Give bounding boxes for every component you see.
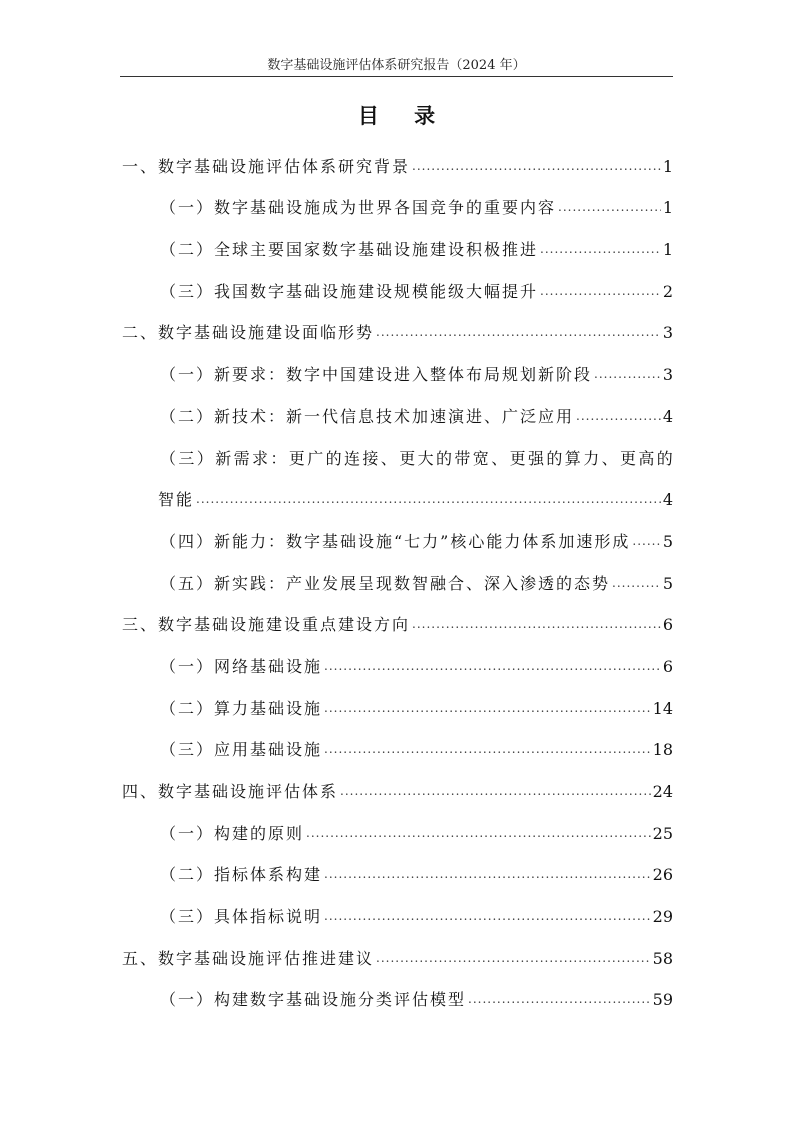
toc-page-number: 5 — [662, 531, 673, 551]
dot-leader — [412, 155, 661, 180]
toc-entry-text: 四、数字基础设施评估体系 — [122, 782, 339, 801]
toc-entry-text: （四）新能力：数字基础设施“七力”核心能力体系加速形成 — [160, 531, 631, 551]
dot-leader — [376, 947, 651, 972]
toc-entry-continuation[interactable] — [122, 472, 673, 514]
toc-section-entry[interactable] — [122, 263, 673, 305]
toc-section-entry[interactable] — [122, 388, 673, 430]
toc-section-entry[interactable] — [122, 972, 673, 1014]
dot-leader — [576, 405, 661, 430]
dot-leader — [612, 572, 661, 597]
dot-leader — [340, 780, 651, 805]
toc-entry-text: （二）新技术：新一代信息技术加速演进、广泛应用 — [160, 406, 575, 426]
toc-chapter-entry[interactable] — [122, 763, 673, 805]
toc-entry-text: （三）具体指标说明 — [160, 907, 323, 927]
toc-page-number: 58 — [652, 948, 673, 968]
toc-page-number: 14 — [652, 698, 673, 718]
toc-section-entry[interactable] — [122, 180, 673, 222]
toc-entry-text: （三）我国数字基础设施建设规模能级大幅提升 — [160, 281, 539, 301]
toc-section-entry[interactable] — [122, 722, 673, 764]
toc-section-entry[interactable] — [122, 513, 673, 555]
dot-leader — [558, 196, 661, 221]
toc-entry-text: （一）网络基础设施 — [160, 656, 323, 676]
dot-leader — [632, 530, 660, 555]
dot-leader — [324, 655, 661, 680]
toc-page-number: 18 — [652, 740, 673, 760]
toc-page-number: 3 — [662, 365, 673, 385]
toc-entry-text: 智能 — [158, 490, 195, 510]
toc-page-number: 1 — [662, 198, 673, 218]
toc-section-entry[interactable] — [122, 680, 673, 722]
dot-leader — [412, 613, 661, 638]
toc-page-number: 24 — [652, 782, 673, 801]
toc-page-number: 3 — [662, 323, 673, 343]
toc-page-number: 25 — [652, 823, 673, 843]
dot-leader — [376, 321, 661, 346]
toc-entry-text: （二）指标体系构建 — [160, 865, 323, 885]
toc-entry-text: 一、数字基础设施评估体系研究背景 — [122, 156, 411, 176]
toc-entry-text: （一）构建的原则 — [160, 823, 305, 843]
toc-section-entry[interactable] — [122, 847, 673, 889]
toc-entry-text: （一）构建数字基础设施分类评估模型 — [160, 990, 467, 1010]
toc-chapter-entry[interactable] — [122, 305, 673, 347]
toc-entry-text: 五、数字基础设施评估推进建议 — [122, 948, 375, 968]
dot-leader — [324, 863, 651, 888]
toc-entry[interactable] — [122, 430, 676, 472]
toc-entry-text: （五）新实践：产业发展呈现数智融合、深入渗透的态势 — [160, 573, 611, 593]
toc-page-number: 5 — [662, 573, 673, 593]
toc-list — [122, 138, 676, 1013]
toc-section-entry[interactable] — [122, 346, 673, 388]
dot-leader — [324, 738, 651, 763]
toc-entry-text: 三、数字基础设施建设重点建设方向 — [122, 615, 411, 635]
dot-leader — [324, 905, 651, 930]
toc-entry-text: 二、数字基础设施建设面临形势 — [122, 323, 375, 343]
toc-page-number: 29 — [652, 907, 673, 927]
dot-leader — [468, 988, 651, 1013]
toc-chapter-entry[interactable] — [122, 138, 673, 180]
dot-leader — [540, 280, 661, 305]
toc-chapter-entry[interactable] — [122, 597, 673, 639]
toc-section-entry[interactable] — [122, 888, 673, 930]
toc-entry-text: （二）算力基础设施 — [160, 698, 323, 718]
toc-page-number: 1 — [662, 240, 673, 260]
running-header: 数字基础设施评估体系研究报告（2024 年） — [267, 58, 526, 73]
toc-chapter-entry[interactable] — [122, 930, 673, 972]
toc-title: 目 录 — [357, 103, 450, 128]
toc-entry-text: （一）新要求：数字中国建设进入整体布局规划新阶段 — [160, 365, 593, 385]
toc-section-entry[interactable] — [122, 805, 673, 847]
dot-leader — [306, 822, 651, 847]
toc-page-number: 26 — [652, 865, 673, 885]
toc-page-number: 1 — [662, 156, 673, 176]
dot-leader — [196, 488, 661, 513]
dot-leader — [324, 697, 651, 722]
toc-page-number: 2 — [662, 281, 673, 301]
toc-entry-text: （三）新需求：更广的连接、更大的带宽、更强的算力、更高的 — [160, 448, 676, 468]
dot-leader — [594, 363, 661, 388]
dot-leader — [540, 238, 661, 263]
toc-entry-text: （三）应用基础设施 — [160, 740, 323, 760]
header-rule — [120, 76, 673, 77]
toc-page-number: 59 — [652, 990, 673, 1010]
toc-page-number: 6 — [662, 656, 673, 676]
toc-entry-text: （二）全球主要国家数字基础设施建设积极推进 — [160, 240, 539, 260]
toc-entry-text: （一）数字基础设施成为世界各国竞争的重要内容 — [160, 198, 557, 218]
toc-page-number: 4 — [662, 406, 673, 426]
toc-page-number: 6 — [662, 615, 673, 635]
toc-section-entry[interactable] — [122, 555, 673, 597]
toc-section-entry[interactable] — [122, 638, 673, 680]
toc-page-number: 4 — [662, 490, 673, 510]
toc-section-entry[interactable] — [122, 221, 673, 263]
